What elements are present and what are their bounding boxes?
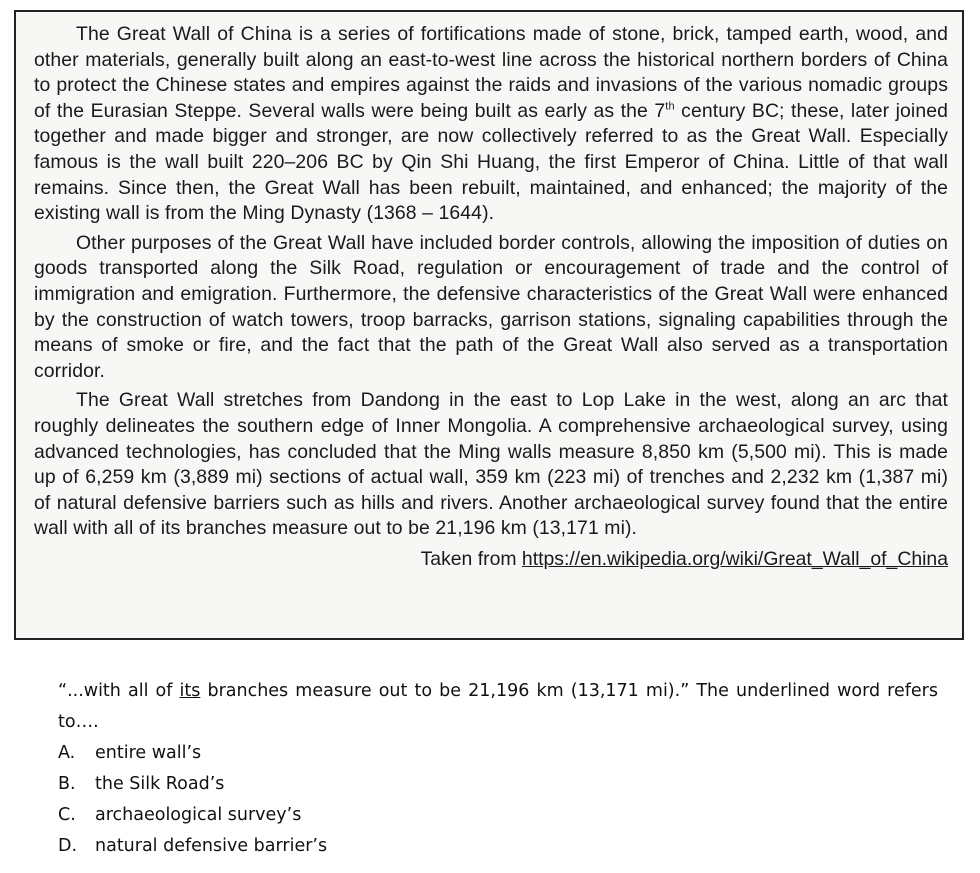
stem-before: “...with all of: [58, 681, 180, 701]
source-link[interactable]: https://en.wikipedia.org/wiki/Great_Wall_of_China: [521, 547, 948, 570]
option-a-text: entire wall’s: [95, 743, 202, 764]
option-d-letter: D.: [58, 836, 78, 857]
option-a-letter: A.: [58, 743, 76, 764]
stem-after: branches measure out to be 21,196 km (13,171 mi).” The underlined word refers to….: [58, 681, 938, 732]
option-b[interactable]: [58, 769, 938, 800]
question-block: [58, 676, 938, 862]
underlined-word: its: [179, 681, 201, 701]
option-c[interactable]: [58, 800, 938, 831]
passage-paragraph-2: Other purposes of the Great Wall have included border controls, allowing the imposition of duties on goods transported along the Silk Road, regulation or encouragement of trade and the control of immigration and emigration. Furthermore, the defensive characteristics of the Great Wall were enhanced by the construction of watch towers, troop barracks, garrison stations, signaling capabilities through the means of smoke or fire, and the fact that the path of the Great Wall also served as a transportation corridor.: [34, 231, 948, 382]
option-b-letter: B.: [58, 774, 76, 795]
option-d[interactable]: [58, 831, 938, 862]
answer-options: [58, 738, 938, 862]
passage-box: [14, 10, 964, 640]
passage-paragraph-1: [34, 22, 948, 227]
passage-source: [34, 546, 948, 572]
option-c-letter: C.: [58, 805, 76, 826]
option-c-text: archaeological survey’s: [95, 805, 302, 826]
p1-text-end: century BC; these, later joined together and made bigger and stronger, are now collectively referred to as the Great Wall. Especially famous is the wall built 220–206 BC by Qin Shi Huang, the first Emperor of China. Little of that wall remains. Since then, the Great Wall has been rebuilt, maintained, and enhanced; the majority of the existing wall is from the Ming Dynasty (1368 – 1644).: [34, 99, 948, 225]
question-stem: [58, 676, 938, 737]
p1-superscript: th: [665, 100, 675, 113]
option-d-text: natural defensive barrier’s: [95, 836, 328, 857]
passage-paragraph-3: The Great Wall stretches from Dandong in the east to Lop Lake in the west, along an arc that roughly delineates the southern edge of Inner Mongolia. A comprehensive archaeological survey, using advanced technologies, has concluded that the Ming walls measure 8,850 km (5,500 mi). This is made up of 6,259 km (3,889 mi) sections of actual wall, 359 km (223 mi) of trenches and 2,232 km (1,387 mi) of natural defensive barriers such as hills and rivers. Another archaeological survey found that the entire wall with all of its branches measure out to be 21,196 km (13,171 mi).: [34, 389, 948, 540]
option-b-text: the Silk Road’s: [95, 774, 225, 795]
source-label: Taken from: [420, 547, 522, 570]
p1-text-start: The Great Wall of China is a series of fortifications made of stone, brick, tamped earth, wood, and other materials, generally built along an east-to-west line across the historical northern borders of China to protect the Chinese states and empires against the raids and invasions of the various nomadic groups of the Eurasian Steppe. Several walls were being built as early as the 7: [34, 23, 948, 122]
option-a[interactable]: [58, 738, 938, 769]
